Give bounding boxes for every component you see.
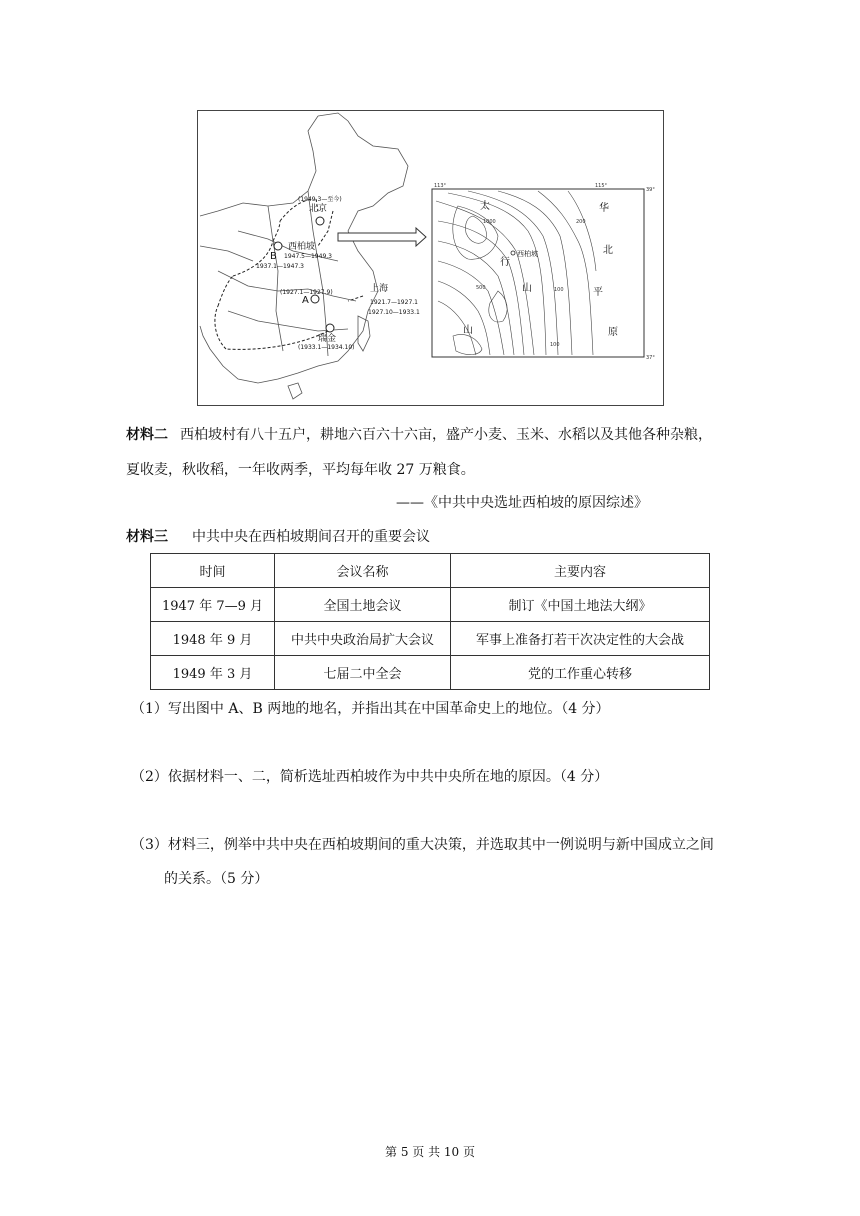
point-b-label: B <box>270 251 277 262</box>
question-2: （2）依据材料一、二，简析选址西柏坡作为中共中央所在地的原因。（4 分） <box>131 769 609 785</box>
material2-source: ——《中共中央选址西柏坡的原因综述》 <box>396 495 648 511</box>
point-a-label: A <box>302 295 309 306</box>
ruijin-date: (1933.1—1934.10) <box>298 344 355 351</box>
row2-time: 1948 年 9 月 <box>151 622 275 656</box>
b-date: 1937.1—1947.3 <box>256 263 304 270</box>
lon1-label: 113° <box>434 183 447 189</box>
hang-label: 行 <box>500 257 510 268</box>
row2-content: 军事上准备打若干次决定性的大会战 <box>451 622 710 656</box>
lat-top-label: 39° <box>646 187 655 193</box>
shan2-label: 山 <box>463 325 473 336</box>
shan1-label: 山 <box>522 283 532 294</box>
table-row <box>151 588 710 622</box>
header-time: 时间 <box>151 554 275 588</box>
connector-arrow <box>338 228 426 246</box>
material2-line1: 西柏坡村有八十五户，耕地六百六十六亩，盛产小麦、玉米、水稻以及其他各种杂粮， <box>180 427 712 443</box>
row3-time: 1949 年 3 月 <box>151 656 275 690</box>
material3-label: 材料三 <box>126 529 168 545</box>
beijing-point <box>316 217 324 225</box>
shanghai-date: 1921.7—1927.1 <box>370 299 418 306</box>
bei-label: 北 <box>603 245 613 256</box>
material2-line2: 夏收麦，秋收稻，一年收两季，平均每年收 27 万粮食。 <box>126 462 475 478</box>
ping-label: 平 <box>593 287 603 298</box>
ruijin-label: 瑞金 <box>318 334 337 344</box>
xibaipo-label: 西柏坡 <box>288 242 316 252</box>
contour-100: 100 <box>554 287 564 293</box>
material3-heading <box>126 528 766 546</box>
material2-paragraph <box>126 426 766 444</box>
material1-figure <box>197 110 664 406</box>
row1-time: 1947 年 7—9 月 <box>151 588 275 622</box>
header-meeting: 会议名称 <box>275 554 451 588</box>
beijing-label: 北京 <box>309 204 328 214</box>
header-content: 主要内容 <box>451 554 710 588</box>
route-arrows <box>215 199 363 349</box>
question-3-line2: 的关系。（5 分） <box>164 871 269 887</box>
material3-title: 中共中央在西柏坡期间召开的重要会议 <box>192 529 430 545</box>
contour-500: 500 <box>476 285 486 291</box>
question-1: （1）写出图中 A、B 两地的地名，并指出其在中国革命史上的地位。（4 分） <box>131 701 610 717</box>
contour-1000: 1000 <box>483 219 496 225</box>
xibaipo-contour-label: 西柏坡 <box>517 250 538 258</box>
hua-label: 华 <box>599 203 609 214</box>
xibaipo-point <box>274 242 282 250</box>
point-a-marker <box>311 295 319 303</box>
meetings-table <box>150 553 710 690</box>
page-footer: 第 5 页 共 10 页 <box>385 1145 475 1159</box>
yuan-label: 原 <box>608 327 618 338</box>
lat-bottom-label: 37° <box>646 355 655 361</box>
row2-meeting: 中共中央政治局扩大会议 <box>275 622 451 656</box>
table-row <box>151 656 710 690</box>
lon2-label: 115° <box>595 183 608 189</box>
shanghai-label: 上海 <box>370 284 389 294</box>
xibaipo-contour-point <box>511 251 515 255</box>
beijing-date: (1949.3—至今) <box>298 196 342 203</box>
table-header-row <box>151 554 710 588</box>
tai-label: 太 <box>480 201 490 212</box>
row3-meeting: 七届二中全会 <box>275 656 451 690</box>
a-date: (1927.1—1927.9) <box>280 289 333 296</box>
question-3-line1: （3）材料三，例举中共中央在西柏坡期间的重大决策，并选取其中一例说明与新中国成立之间 <box>131 837 714 853</box>
table-row <box>151 622 710 656</box>
contour-map <box>432 183 655 361</box>
ruijin-point <box>326 324 334 332</box>
row3-content: 党的工作重心转移 <box>451 656 710 690</box>
map-figure-svg <box>198 111 663 405</box>
contour-100b: 100 <box>550 342 560 348</box>
row1-content: 制订《中国土地法大纲》 <box>451 588 710 622</box>
material2-label: 材料二 <box>126 427 168 443</box>
xibaipo-date: 1947.5—1949.3 <box>284 253 332 260</box>
contour-200: 200 <box>576 219 586 225</box>
row1-meeting: 全国土地会议 <box>275 588 451 622</box>
shanghai-date2: 1927.10—1933.1 <box>368 309 420 316</box>
